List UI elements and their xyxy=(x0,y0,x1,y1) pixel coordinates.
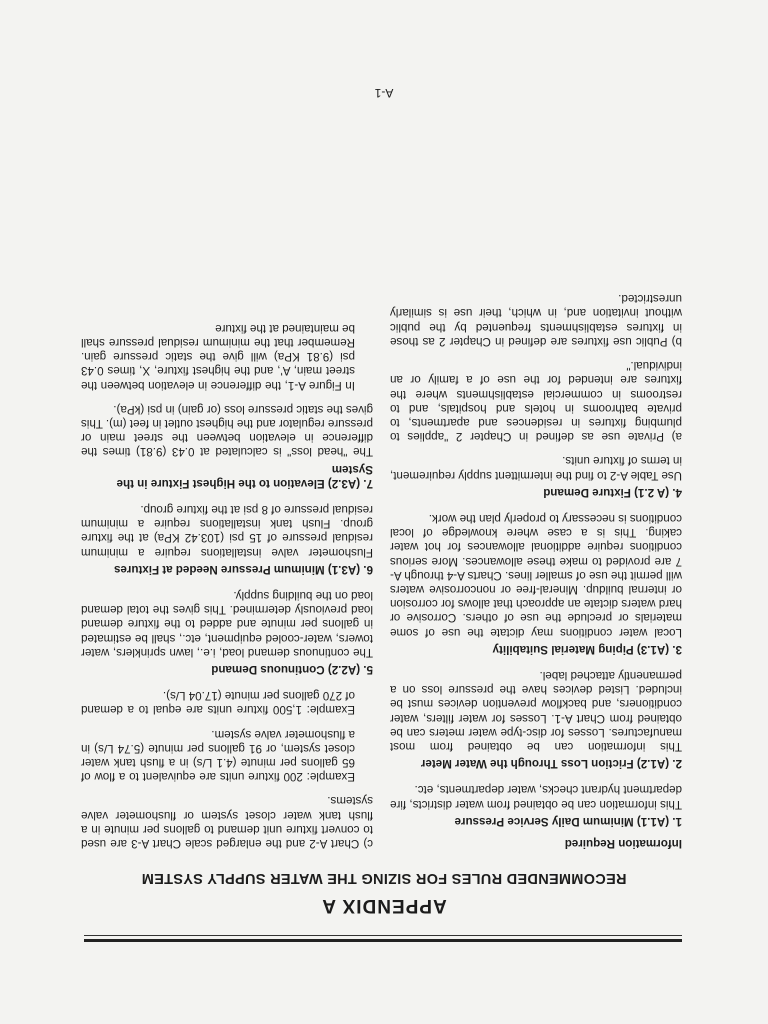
section-7-heading: 7. (A3.2) Elevation to the Highest Fixture in the System xyxy=(116,462,373,490)
section-4-item-c: c) Chart A-2 and the enlarged scale Chart A-3 are used to convert fixture unit demand to gallons per minute in a flush tank water closet system or flushometer valve systems. xyxy=(81,794,373,850)
section-3-heading: 3. (A1.3) Piping Material Suitability xyxy=(492,642,682,656)
header-rule-thin xyxy=(84,935,682,936)
section-4-item-b: b) Public use fixtures are defined in Chapter 2 as those in fixtures establishments frequented by the public without invitation and, in which, their use is similarly unrestricted. xyxy=(390,292,682,348)
appendix-subtitle: RECOMMENDED RULES FOR SIZING THE WATER SUPPLY SYSTEM xyxy=(141,870,627,886)
section-6-heading: 6. (A3.1) Minimum Pressure Needed at Fixtures xyxy=(113,562,373,576)
page-number: A-1 xyxy=(374,86,394,100)
right-column xyxy=(81,309,373,851)
section-4-item-a: a) Private use as defined in Chapter 2 "applies to plumbing fixtures in residences and apartments, to private bathrooms in hotels and hospitals, and to restrooms in commercial establishments where the fixtures are intended for the use of a family or an individual." xyxy=(390,359,682,444)
section-3-text: Local water conditions may dictate the use of some materials or preclude the use of others. Corrosive or hard waters dictate an approach that allows for corrosion or internal buildup. Mineral-free or noncorrosive waters will permit the use of smaller lines. Charts A-4 through A-7 are provided to make these allowances. More serious conditions require additional allowances for hot water caking. This is a case where knowledge of local conditions is necessary to properly plan the work. xyxy=(390,511,682,639)
section-7-text-2: In Figure A-1, the difference in elevation between the street main, A', and the highest fixture, X, times 0.43 psi (9.81 KPa) will give the static pressure gain. Remember that the minimum residual pressure shall be maintained at the fixture xyxy=(81,321,355,392)
section-6-text: Flushometer valve installations require a minimum residual pressure of 15 psi (103.42 KPa) at the fixture group. Flush tank installations require a minimum residual pressure of 8 psi at the fixture group. xyxy=(81,502,373,559)
section-2-heading: 2. (A1.2) Friction Loss Through the Water Meter xyxy=(420,757,682,771)
section-1-text: This information can be obtained from water districts, fire department hydrant checks, water departments, etc. xyxy=(390,783,682,811)
example-1: Example: 200 fixture units are equivalent to a flow of 65 gallons per minute (4.1 L/s) in a flush tank water closet system, or 91 gallons per minute (5.74 L/s) in a flushometer valve system. xyxy=(81,727,355,784)
example-2: Example: 1,500 fixture units are equal to a demand of 270 gallons per minute (17.04 L/s). xyxy=(81,689,355,717)
info-required-heading: Information Required xyxy=(564,837,682,850)
section-4-heading: 4. (A 2.1) Fixture Demand xyxy=(543,485,682,499)
header-rule-thick xyxy=(84,939,682,942)
section-4-text: Use Table A-2 to find the intermittent supply requirement, in terms of fixture units. xyxy=(390,454,682,482)
section-7-text: The "head loss" is calculated at 0.43 (9.81) times the difference in elevation between the street main or pressure regulator and the highest outlet in feet (m). This gives the static pressure loss (or gain) in psi (kPa). xyxy=(81,402,373,459)
section-2-text: This information can be obtained from most manufactures. Losses for disc-type water meters can be obtained from Chart A-1. Losses for water filters, water conditioners, and backflow prevention devices must be included. Listed devices have the pressure loss on a permanently attached label. xyxy=(390,668,682,753)
section-1-heading: 1. (A1.1) Minimum Daily Service Pressure xyxy=(454,814,682,828)
section-5-heading: 5. (A2.2) Continuous Demand xyxy=(211,662,373,676)
section-5-text: The continuous demand load, i.e., lawn sprinklers, water towers, water-cooled equipment, etc., shall be estimated in gallons per minute and added to the fixture demand load previously determined. This gives the total demand load on the building supply. xyxy=(81,588,373,659)
left-column xyxy=(390,279,682,850)
appendix-title: APPENDIX A xyxy=(321,895,447,916)
